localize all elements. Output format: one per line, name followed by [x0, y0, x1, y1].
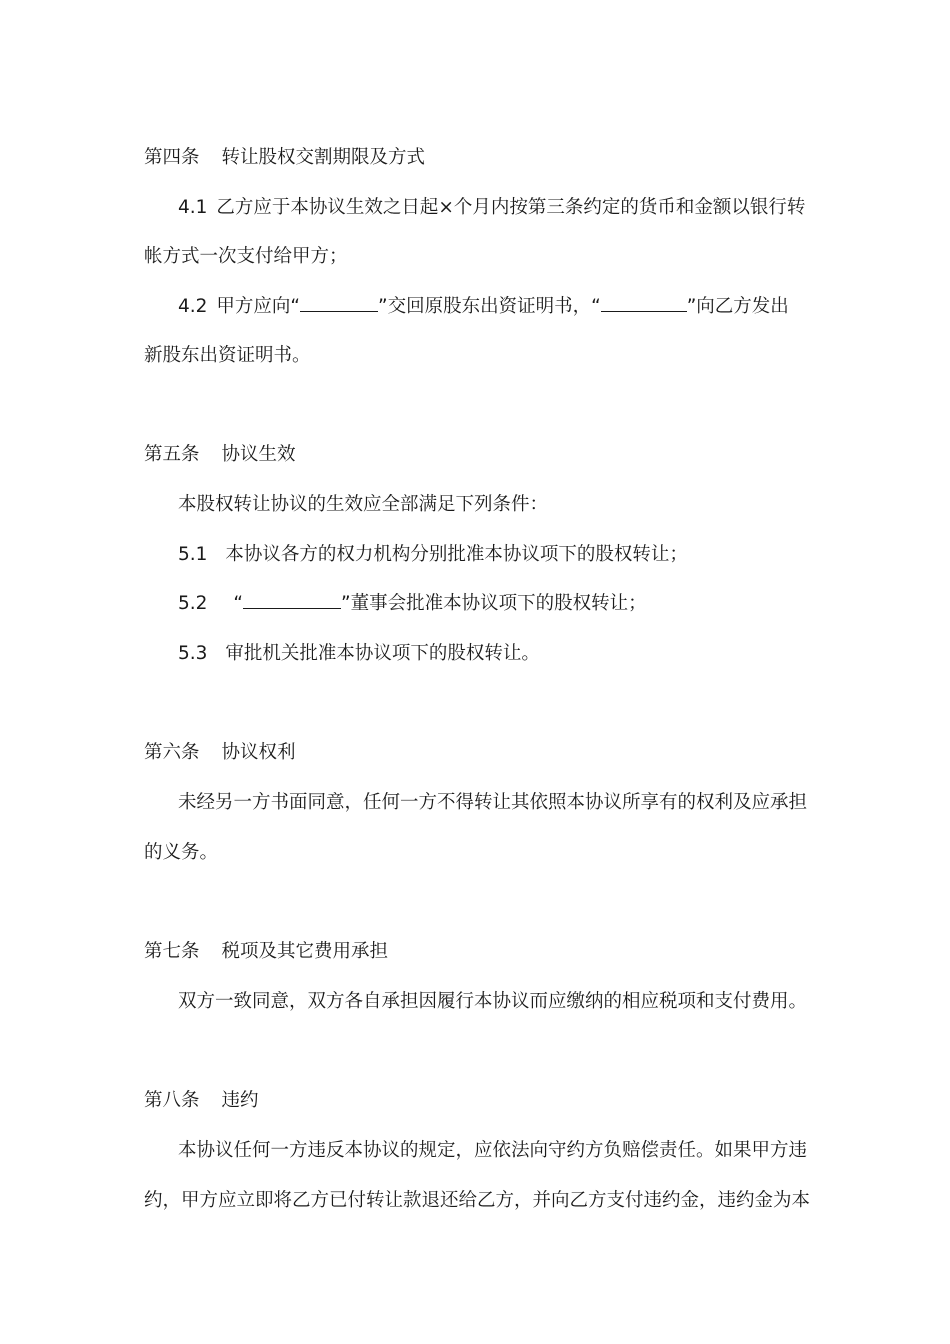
article-5-intro: 本股权转让协议的生效应全部满足下列条件：	[178, 494, 549, 515]
article-8-line-1: 本协议任何一方违反本协议的规定，应依法向守约方负赔偿责任。如果甲方违	[178, 1140, 808, 1161]
article-8-title: 违约	[221, 1090, 259, 1111]
clause-5-2	[178, 592, 647, 616]
clause-4-1-number: 4.1	[178, 197, 208, 218]
clause-4-2-text-b: ”交回原股东出资证明书，“	[378, 296, 601, 317]
clause-4-2-text-c: ”向乙方发出	[686, 296, 789, 317]
article-5-heading	[144, 443, 296, 467]
clause-4-1-line-1	[178, 196, 805, 220]
clause-4-1-text: 乙方应于本协议生效之日起×个月内按第三条约定的货币和金额以银行转	[216, 197, 806, 218]
clause-4-2-line-1	[178, 295, 789, 319]
clause-5-1-number: 5.1	[178, 544, 208, 565]
article-4-number: 第四条	[144, 147, 200, 168]
clause-5-1	[178, 543, 688, 567]
article-5-number: 第五条	[144, 444, 200, 465]
clause-5-2-number: 5.2	[178, 593, 208, 614]
article-7-title: 税项及其它费用承担	[221, 941, 389, 962]
article-6-heading	[144, 741, 296, 765]
article-8-number: 第八条	[144, 1090, 200, 1111]
clause-5-3-text: 审批机关批准本协议项下的股权转让。	[225, 643, 540, 664]
clause-5-2-text-b: ”董事会批准本协议项下的股权转让；	[341, 593, 647, 614]
clause-4-2-line-2: 新股东出资证明书。	[144, 345, 311, 366]
blank-field[interactable]	[601, 295, 687, 312]
clause-5-3-number: 5.3	[178, 643, 208, 664]
article-6-title: 协议权利	[221, 742, 296, 763]
clause-4-1-line-2: 帐方式一次支付给甲方；	[144, 246, 348, 267]
article-8-heading	[144, 1089, 259, 1113]
article-5-title: 协议生效	[221, 444, 296, 465]
blank-field[interactable]	[243, 592, 341, 609]
article-4-title: 转让股权交割期限及方式	[221, 147, 426, 168]
article-6-line-1: 未经另一方书面同意，任何一方不得转让其依照本协议所享有的权利及应承担	[178, 792, 808, 813]
clause-5-2-text-a: “	[233, 593, 244, 614]
article-7-line-1: 双方一致同意，双方各自承担因履行本协议而应缴纳的相应税项和支付费用。	[178, 991, 808, 1012]
article-4-heading	[144, 146, 425, 170]
clause-5-3	[178, 642, 540, 666]
article-7-number: 第七条	[144, 941, 200, 962]
clause-5-1-text: 本协议各方的权力机构分别批准本协议项下的股权转让；	[225, 544, 688, 565]
clause-4-2-number: 4.2	[178, 296, 208, 317]
article-6-number: 第六条	[144, 742, 200, 763]
blank-field[interactable]	[300, 295, 378, 312]
clause-4-2-text-a: 甲方应向“	[216, 296, 301, 317]
article-8-line-2: 约，甲方应立即将乙方已付转让款退还给乙方，并向乙方支付违约金，违约金为本	[144, 1190, 811, 1211]
article-6-line-2: 的义务。	[144, 842, 219, 863]
article-7-heading	[144, 940, 388, 964]
